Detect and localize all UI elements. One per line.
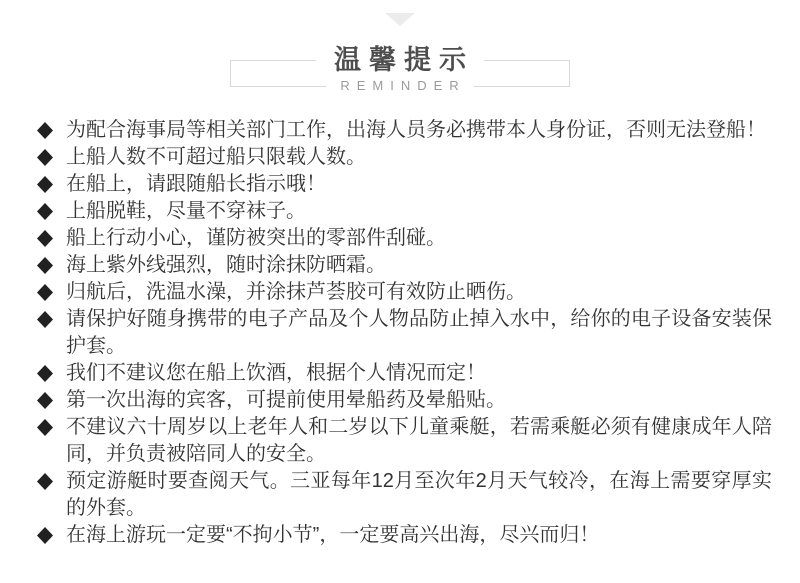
list-item: [37, 387, 772, 414]
list-item: [37, 225, 772, 252]
chevron-down-icon: [385, 13, 415, 26]
item-text: 海上紫外线强烈，随时涂抹防晒霜。: [66, 254, 386, 276]
item-text: 第一次出海的宾客，可提前使用晕船药及晕船贴。: [66, 389, 506, 411]
tips-list: [0, 117, 800, 549]
item-text: 不建议六十周岁以上老年人和二岁以下儿童乘艇，若需乘艇必须有健康成年人陪同，并负责被陪同人的安全。: [66, 416, 772, 465]
diamond-bullet-icon: [37, 230, 53, 247]
page-subtitle: REMINDER: [326, 77, 473, 95]
diamond-bullet-icon: [37, 392, 53, 409]
list-item: [37, 468, 772, 522]
diamond-bullet-icon: [37, 311, 53, 328]
item-text: 为配合海事局等相关部门工作，出海人员务必携带本人身份证，否则无法登船！: [66, 119, 766, 141]
list-item: [37, 252, 772, 279]
diamond-bullet-icon: [37, 473, 53, 490]
list-item: [37, 279, 772, 306]
diamond-bullet-icon: [37, 527, 53, 544]
diamond-bullet-icon: [37, 122, 53, 139]
item-text: 预定游艇时要查阅天气。三亚每年12月至次年2月天气较冷，在海上需要穿厚实的外套。: [66, 470, 772, 519]
list-item: [37, 171, 772, 198]
page-title: 温馨提示: [316, 44, 484, 78]
list-item: [37, 198, 772, 225]
diamond-bullet-icon: [37, 284, 53, 301]
item-text: 请保护好随身携带的电子产品及个人物品防止掉入水中，给你的电子设备安装保护套。: [66, 308, 772, 357]
diamond-bullet-icon: [37, 419, 53, 436]
reminder-header: [230, 45, 570, 94]
diamond-bullet-icon: [37, 365, 53, 382]
item-text: 上船人数不可超过船只限载人数。: [66, 146, 366, 168]
list-item: [37, 117, 772, 144]
diamond-bullet-icon: [37, 149, 53, 166]
diamond-bullet-icon: [37, 203, 53, 220]
list-item: [37, 360, 772, 387]
item-text: 在船上，请跟随船长指示哦！: [66, 173, 326, 195]
item-text: 在海上游玩一定要“不拘小节”，一定要高兴出海，尽兴而归！: [66, 524, 600, 546]
diamond-bullet-icon: [37, 176, 53, 193]
list-item: [37, 144, 772, 171]
item-text: 归航后，洗温水澡，并涂抹芦荟胶可有效防止晒伤。: [66, 281, 526, 303]
item-text: 我们不建议您在船上饮酒，根据个人情况而定！: [66, 362, 486, 384]
list-item: [37, 522, 772, 549]
item-text: 上船脱鞋，尽量不穿袜子。: [66, 200, 306, 222]
diamond-bullet-icon: [37, 257, 53, 274]
list-item: [37, 414, 772, 468]
item-text: 船上行动小心，谨防被突出的零部件刮碰。: [66, 227, 446, 249]
list-item: [37, 306, 772, 360]
